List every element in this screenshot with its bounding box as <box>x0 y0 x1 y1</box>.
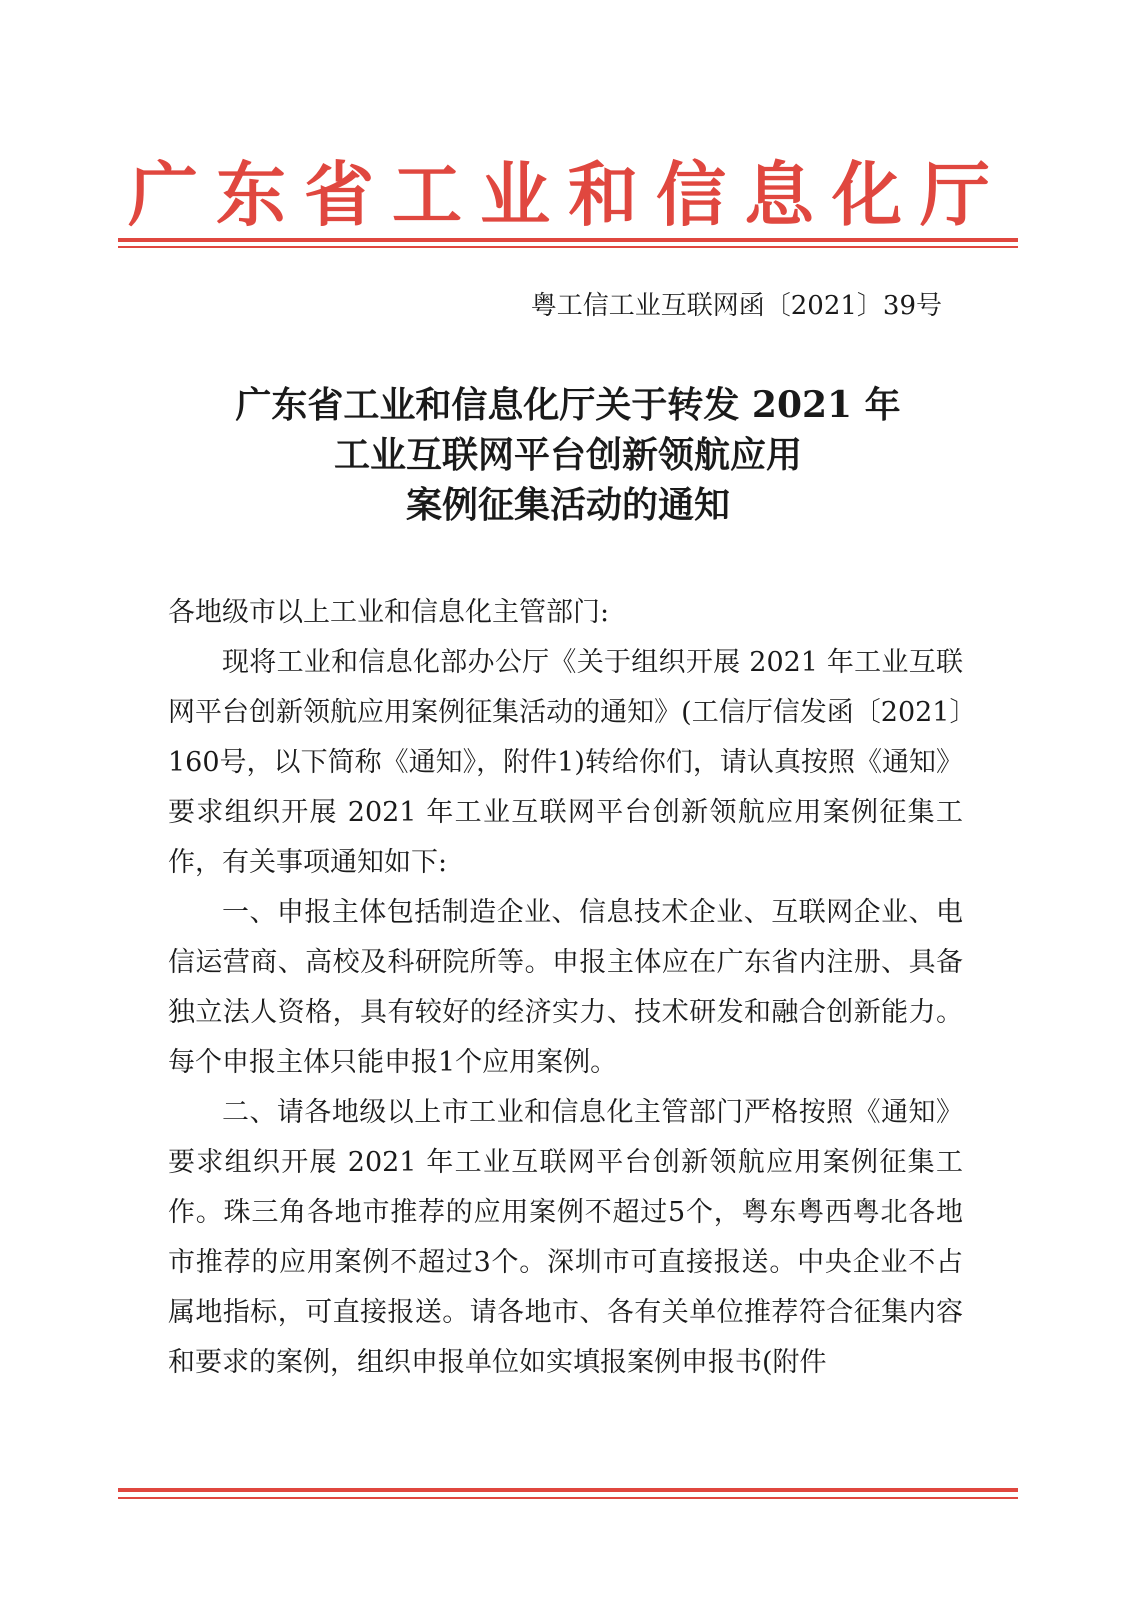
paragraph-item-1: 一、申报主体包括制造企业、信息技术企业、互联网企业、电信运营商、高校及科研院所等。申报主体应在广东省内注册、具备独立法人资格，具有较好的经济实力、技术研发和融合创新能力。每个申报主体只能申报1个应用案例。 <box>168 897 963 1078</box>
document-number: 粤工信工业互联网函〔2021〕39号 <box>530 291 942 321</box>
title-line-3: 案例征集活动的通知 <box>405 484 730 526</box>
title-line-2: 工业互联网平台创新领航应用 <box>333 434 802 476</box>
agency-letterhead: 广东省工业和信息化厅 <box>128 153 1008 236</box>
paragraph-item-2: 二、请各地级以上市工业和信息化主管部门严格按照《通知》要求组织开展 2021 年工业互联网平台创新领航应用案例征集工作。珠三角各地市推荐的应用案例不超过5个，粤东粤西粤北各地市推荐的应用案例不超过3个。深圳市可直接报送。中央企业不占属地指标，可直接报送。请各地市、各有关单位推荐符合征集内容和要求的案例，组织申报单位如实填报案例申报书(附件 <box>168 1097 963 1378</box>
paragraph-intro: 现将工业和信息化部办公厅《关于组织开展 2021 年工业互联网平台创新领航应用案例征集活动的通知》(工信厅信发函〔2021〕160号，以下简称《通知》，附件1)转给你们，请认真按照《通知》要求组织开展 2021 年工业互联网平台创新领航应用案例征集工作，有关事项通知如下: <box>168 647 963 878</box>
salutation: 各地级市以上工业和信息化主管部门: <box>168 597 610 628</box>
document-title <box>118 380 1018 530</box>
letterhead-divider-thick <box>118 238 1018 242</box>
letterhead-divider-thin <box>118 246 1018 248</box>
footer-divider-thick <box>118 1488 1018 1492</box>
document-body <box>168 588 963 1388</box>
title-line-1: 广东省工业和信息化厅关于转发 2021 年 <box>235 384 901 426</box>
footer-divider-thin <box>118 1497 1018 1499</box>
